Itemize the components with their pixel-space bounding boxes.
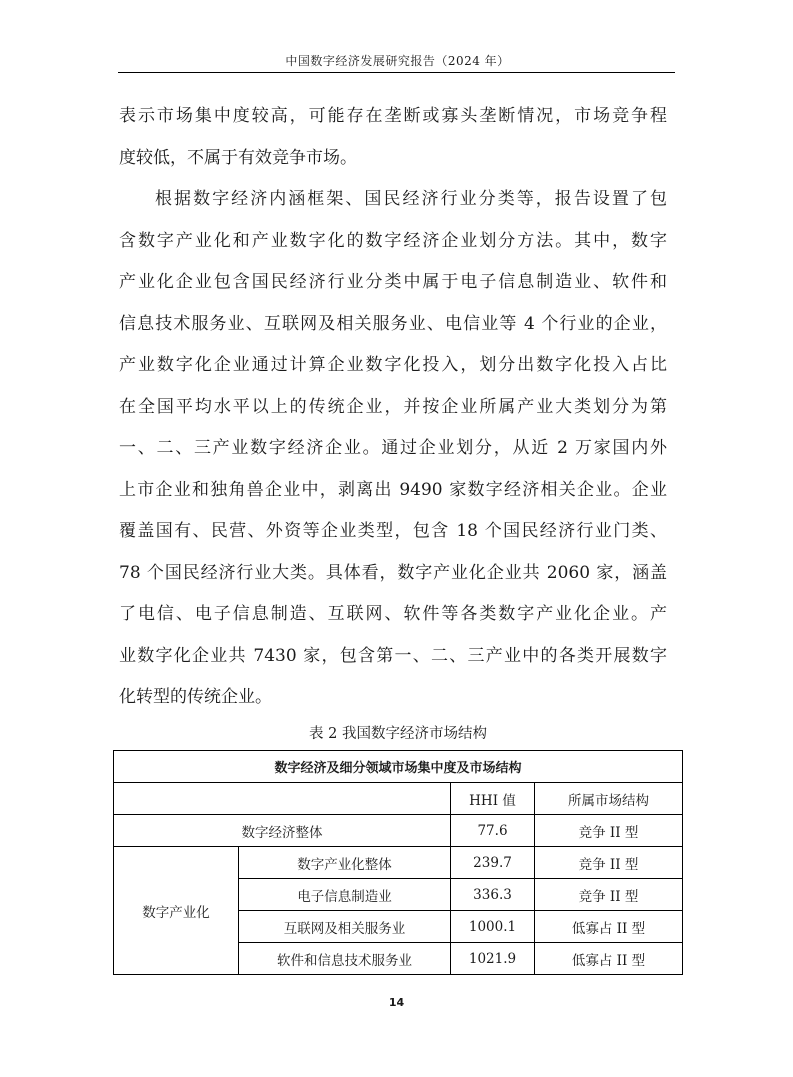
hhi-value: 336.3 [451,879,535,911]
paragraph-line: 了电信、电子信息制造、互联网、软件等各类数字产业化企业。产 [119,604,667,624]
paragraph-line: 产业数字化企业通过计算企业数字化投入，划分出数字化投入占比 [119,355,667,375]
paragraph-line: 表示市场集中度较高，可能存在垄断或寡头垄断情况，市场竞争程 [119,106,667,126]
hhi-value: 239.7 [451,847,535,879]
table-caption: 表 2 我国数字经济市场结构 [309,726,487,742]
market-structure: 竞争 II 型 [535,815,683,847]
hhi-value: 77.6 [451,815,535,847]
row-label: 互联网及相关服务业 [239,911,451,943]
paragraph-line: 一、二、三产业数字经济企业。通过企业划分，从近 2 万家国内外 [119,438,667,458]
table-header-row [114,783,683,815]
market-structure: 低寡占 II 型 [535,911,683,943]
table-row [114,847,683,879]
group-label: 数字产业化 [114,847,239,975]
market-structure: 低寡占 II 型 [535,943,683,975]
table-title: 数字经济及细分领域市场集中度及市场结构 [114,751,683,783]
paragraph-line: 根据数字经济内涵框架、国民经济行业分类等，报告设置了包 [155,189,667,209]
page-number: 14 [388,996,405,1009]
running-header: 中国数字经济发展研究报告（2024 年） [285,54,510,68]
table-title-row [114,751,683,783]
row-label: 电子信息制造业 [239,879,451,911]
paragraph-line: 78 个国民经济行业大类。具体看，数字产业化企业共 2060 家，涵盖 [119,562,667,583]
hhi-value: 1000.1 [451,911,535,943]
paragraph-line: 产业化企业包含国民经济行业分类中属于电子信息制造业、软件和 [119,272,667,292]
paragraph-line: 覆盖国有、民营、外资等企业类型，包含 18 个国民经济行业门类、 [119,521,667,541]
row-label: 数字产业化整体 [239,847,451,879]
header-blank-cell [114,783,451,815]
header-rule [118,72,675,73]
paragraph-line: 信息技术服务业、互联网及相关服务业、电信业等 4 个行业的企业， [119,313,667,334]
column-header-hhi: HHI 值 [451,783,535,815]
paragraph-line: 化转型的传统企业。 [119,687,272,707]
paragraph-line: 度较低，不属于有效竞争市场。 [119,147,357,168]
column-header-structure: 所属市场结构 [535,783,683,815]
paragraph-line: 含数字产业化和产业数字化的数字经济企业划分方法。其中，数字 [119,230,667,251]
row-label: 数字经济整体 [114,815,451,847]
hhi-value: 1021.9 [451,943,535,975]
table-row [114,815,683,847]
market-structure-table [113,750,683,975]
body-text [119,96,667,719]
market-structure: 竞争 II 型 [535,879,683,911]
paragraph-line: 上市企业和独角兽企业中，剥离出 9490 家数字经济相关企业。企业 [119,479,667,500]
market-structure: 竞争 II 型 [535,847,683,879]
paragraph-line: 在全国平均水平以上的传统企业，并按企业所属产业大类划分为第 [119,396,667,417]
row-label: 软件和信息技术服务业 [239,943,451,975]
paragraph-line: 业数字化企业共 7430 家，包含第一、二、三产业中的各类开展数字 [119,645,667,666]
